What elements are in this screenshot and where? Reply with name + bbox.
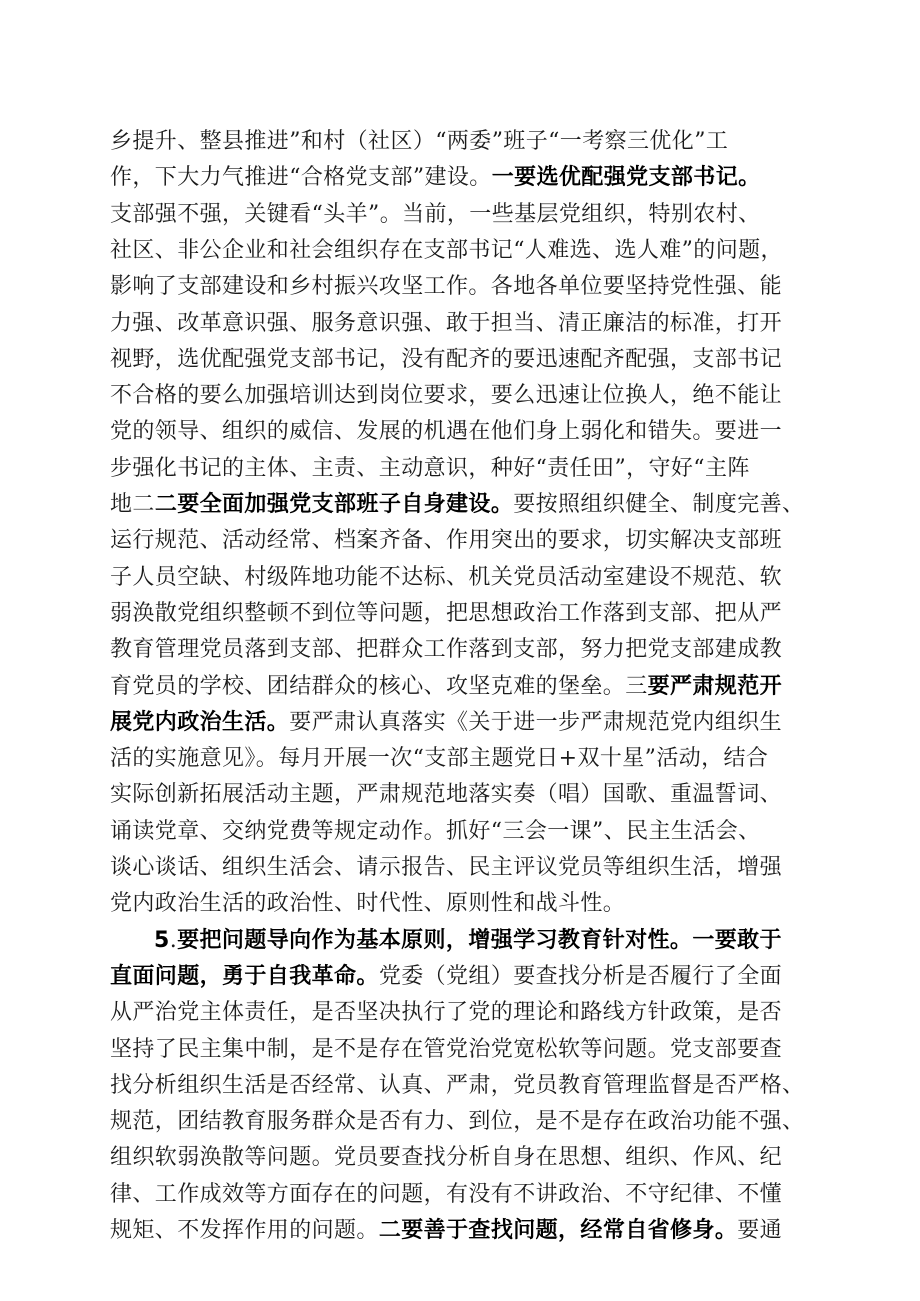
text-segment: 从严治党主体责任，是否坚决执行了党的理论和路线方针政策，是否 [110,1000,783,1026]
text-segment: . [169,927,178,953]
text-line [110,777,782,813]
text-line [110,995,782,1031]
text-segment: 运行规范、活动经常、档案齐备、作用突出的要求，切实解决支部班 [110,528,783,554]
text-line [110,414,782,450]
text-segment: 实际创新拓展活动主题，严肃规范地落实奏（唱）国歌、重温誓词、 [110,782,783,808]
text-segment: 坚持了民主集中制，是不是存在管党治党宽松软等问题。党支部要查 [110,1036,783,1062]
text-segment: 组织软弱涣散等问题。党员要查找分析自身在思想、组织、作风、纪 [110,1145,783,1171]
text-line [110,886,625,922]
text-segment: 要严肃认真落实《关于进一步严肃规范党内组织生 [289,709,783,735]
text-line [110,1213,782,1249]
text-line [110,342,782,378]
text-segment: 视野，选优配强党支部书记，没有配齐的要迅速配齐配强，支部书记 [110,346,783,372]
text-segment: 诵读党章、交纳党费等规定动作。抓好“三会一课”、民主生活会、 [110,818,761,844]
text-segment: 力强、改革意识强、服务意识强、敢于担当、清正廉洁的标准，打开 [110,310,783,336]
text-line [110,959,782,995]
text-segment: 谈心谈话、组织生活会、请示报告、民主评议党员等组织生活，增强 [110,855,783,880]
bold-text-segment: 展党内政治生活。 [110,709,290,735]
text-segment: 不合格的要么加强培训达到岗位要求，要么迅速让位换人，绝不能让 [110,383,783,409]
text-line [110,596,782,632]
text-line [110,523,782,559]
text-line [110,669,782,705]
text-segment: 社区、非公企业和社会组织存在支部书记“人难选、选人难”的问题， [110,237,783,263]
text-segment: 律、工作成效等方面存在的问题，有没有不讲政治、不守纪律、不懂 [110,1181,783,1207]
text-line [110,632,782,668]
text-segment: 活的实施意见》。每月开展一次“支部主题党日+双十星”活动，结合 [110,746,769,772]
text-segment: 步强化书记的主体、主责、主动意识，种好“责任田”，守好“主阵 [110,455,750,481]
text-line [110,197,761,233]
text-segment: 规范，团结教育服务群众是否有力、到位，是不是存在政治功能不强、 [110,1109,805,1135]
text-line [110,1177,782,1213]
bold-text-segment: 5 [154,927,170,953]
text-segment: 要按照组织健全、制度完善、 [513,492,805,517]
bold-text-segment: 二要全面加强党支部班子自身建设。 [154,492,514,517]
text-line [110,1104,804,1140]
text-segment: 支部强不强，关键看“头羊”。当前，一些基层党组织，特别农村、 [110,201,761,227]
text-line [110,1068,804,1104]
text-segment: 地二 [110,492,155,517]
text-segment: 子人员空缺、村级阵地功能不达标、机关党员活动室建设不规范、软 [110,564,783,590]
bold-text-segment: 要严肃规范开 [647,673,783,699]
text-segment: 弱涣散党组织整顿不到位等问题，把思想政治工作落到支部、把从严 [110,600,783,626]
text-segment: 乡提升、整县推进”和村（社区）“两委”班子“一考察三优化”工 [110,129,729,154]
text-line [110,560,782,596]
text-segment: 党委（党组）要查找分析是否履行了全面 [378,963,783,989]
text-segment: 规矩、不发挥作用的问题。 [110,1218,379,1243]
bold-text-segment: 一要选优配强党支部书记。 [491,165,761,191]
bold-text-segment: 二要善于查找问题，经常自省修身。 [378,1218,738,1243]
text-segment: 要通 [737,1218,783,1243]
text-segment: 找分析组织生活是否经常、认真、严肃，党员教育管理监督是否严格、 [110,1072,805,1098]
text-line [110,741,768,777]
text-line [110,850,782,886]
text-segment: 党内政治生活的政治性、时代性、原则性和战斗性。 [110,891,626,917]
text-segment: 党的领导、组织的威信、发展的机遇在他们身上弱化和错失。要进一 [110,419,783,445]
text-segment: 作，下大力气推进“合格党支部”建设。 [110,165,492,191]
text-line [110,451,750,487]
text-line [110,1140,782,1176]
bold-text-segment: 直面问题，勇于自我革命。 [110,963,379,989]
text-line [110,487,804,523]
text-line [110,160,761,196]
text-line [110,233,783,269]
text-line [154,923,782,959]
text-line [110,378,782,414]
text-line [110,306,782,342]
text-segment: 影响了支部建设和乡村振兴攻坚工作。各地各单位要坚持党性强、能 [110,274,783,300]
text-line [110,124,728,160]
text-line [110,269,782,305]
text-segment: 教育管理党员落到支部、把群众工作落到支部，努力把党支部建成教 [110,637,783,663]
bold-text-segment: 要把问题导向作为基本原则，增强学习教育针对性。一要敢于 [177,927,782,953]
text-line [110,705,782,741]
text-line [110,814,761,850]
text-segment: 育党员的学校、团结群众的核心、攻坚克难的堡垒。三 [110,673,648,699]
text-line [110,1032,782,1068]
